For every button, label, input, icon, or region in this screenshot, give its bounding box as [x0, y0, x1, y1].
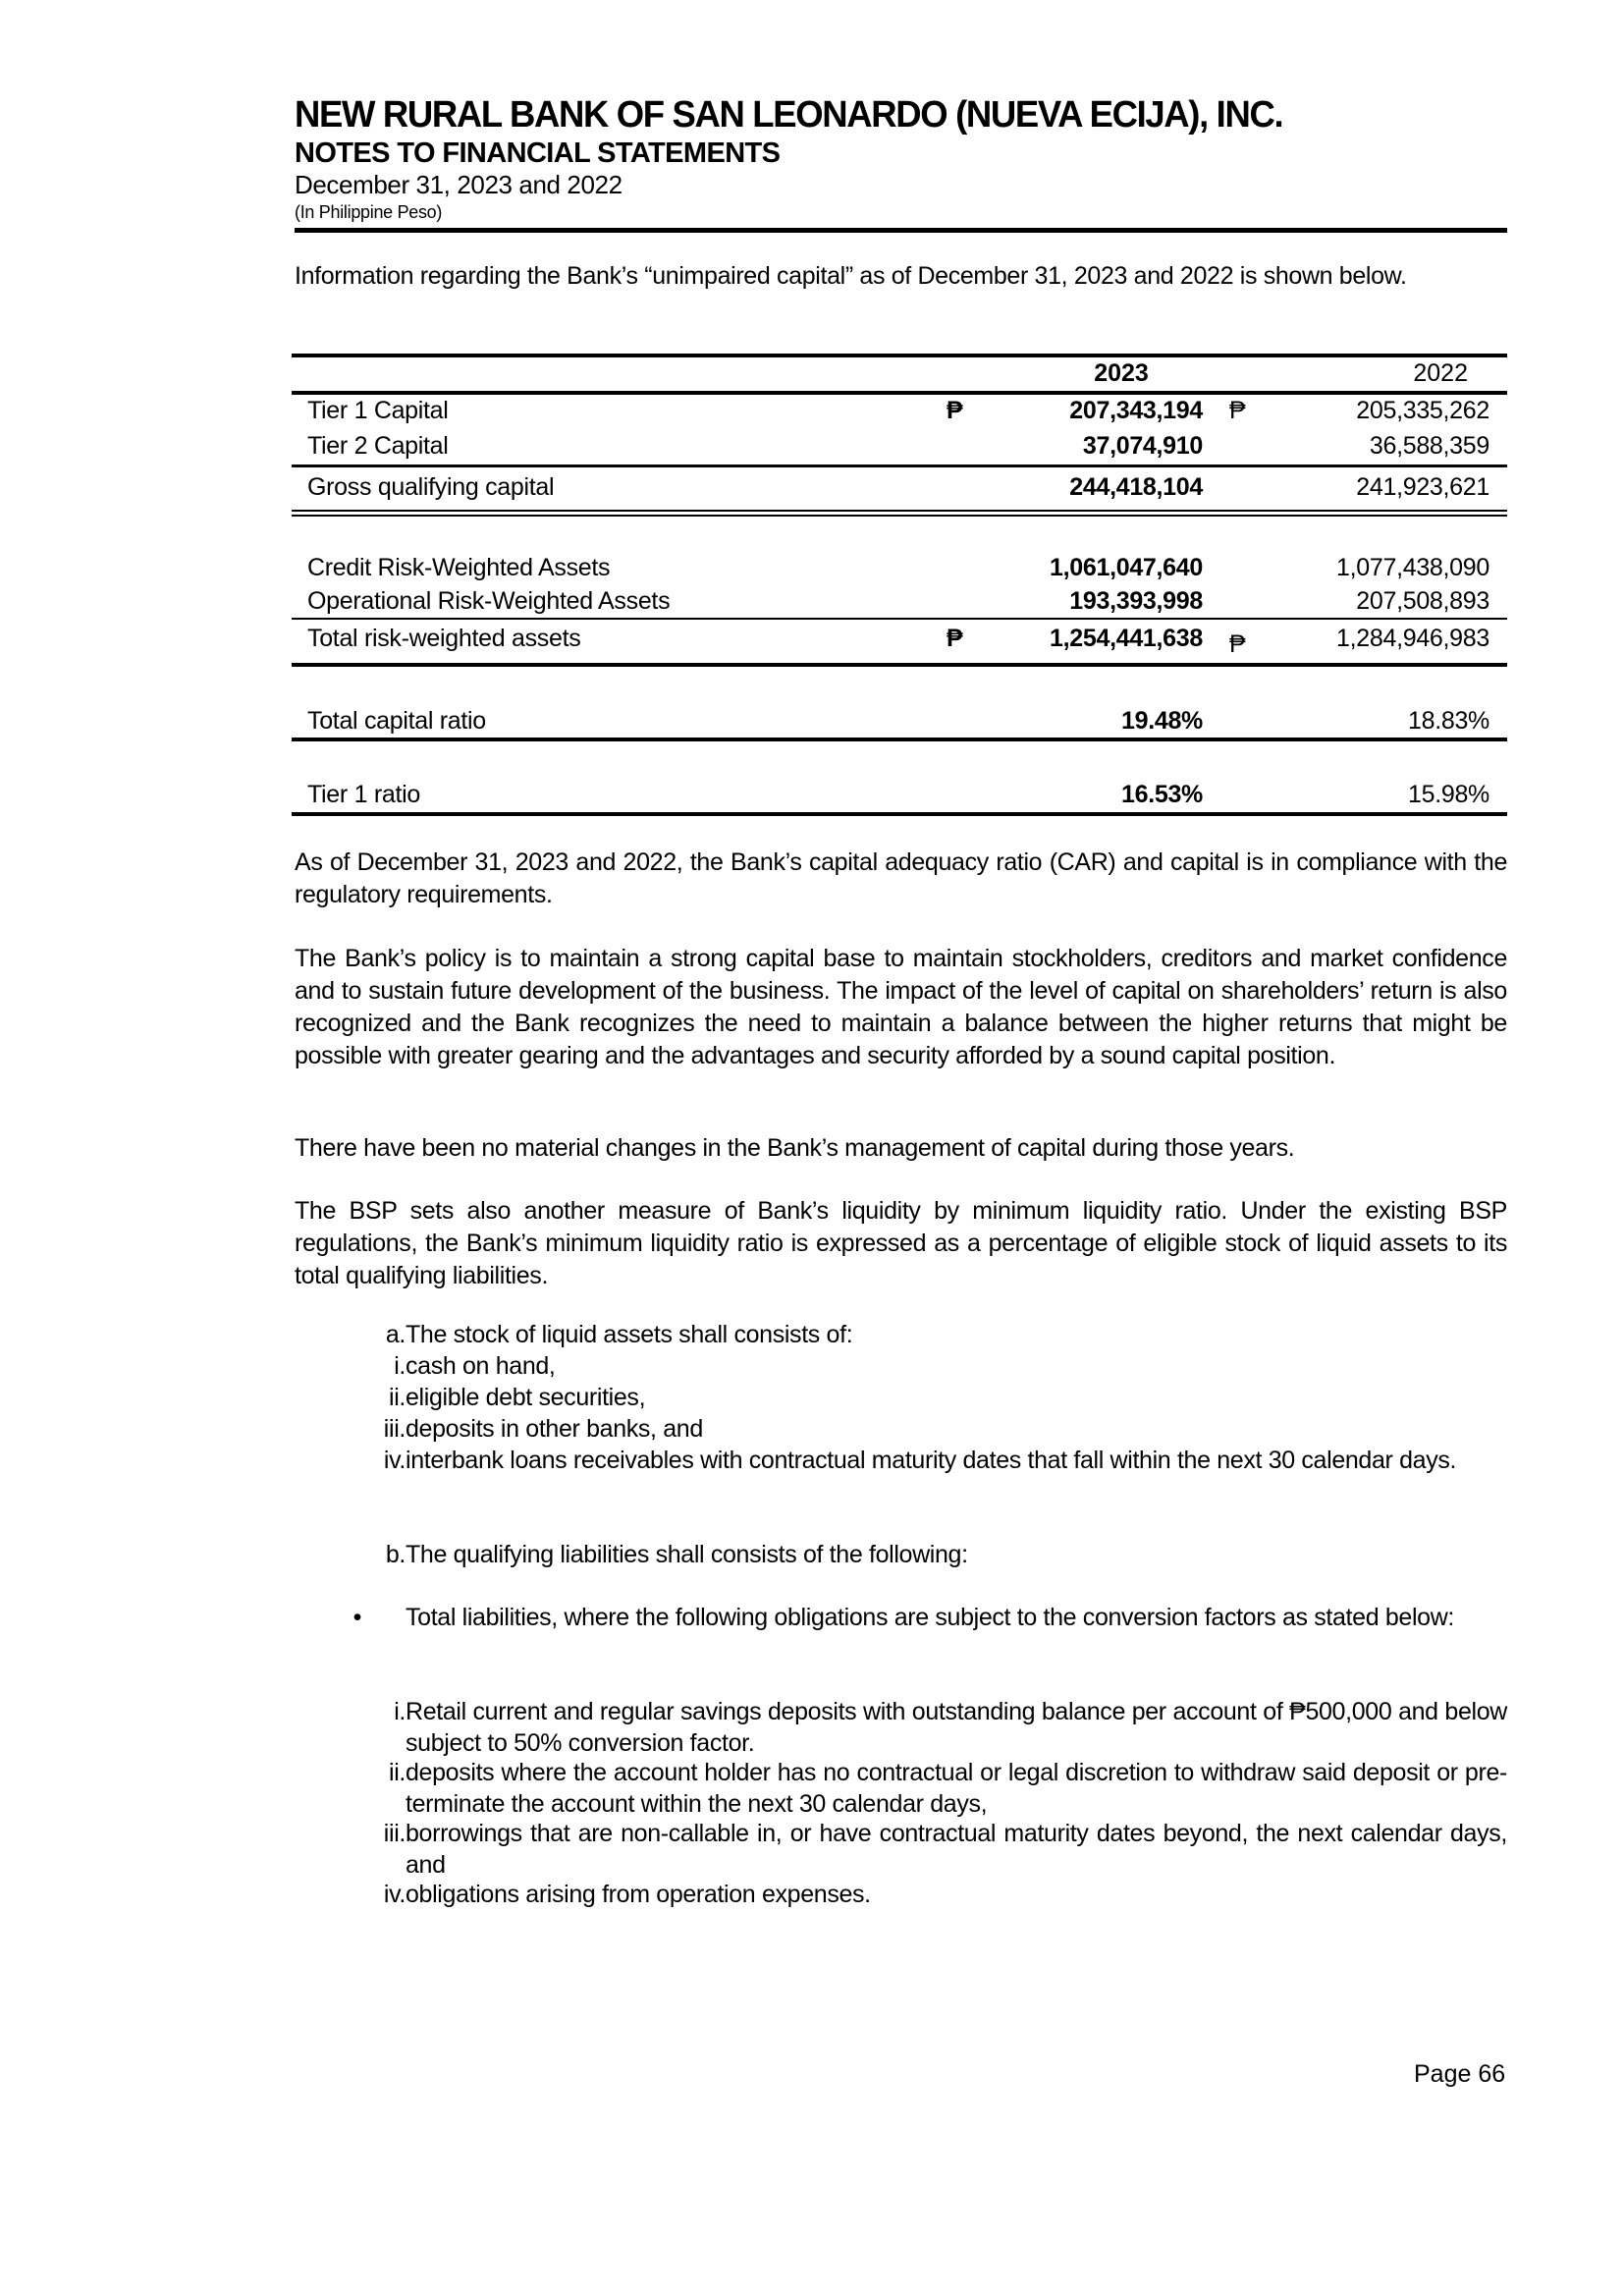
peso-sign: ₱ [947, 397, 963, 424]
list-text: Total liabilities, where the following obligations are subject to the conversion factors as stated below: [406, 1604, 1455, 1631]
list-marker: iv. [383, 1881, 406, 1908]
no-changes-paragraph: There have been no material changes in the Bank’s management of capital during those years. [295, 1134, 1295, 1162]
table-row [292, 397, 1507, 428]
peso-sign: ₱ [1229, 397, 1246, 424]
value-2023: 37,074,910 [1082, 432, 1203, 460]
list-marker: ii. [388, 1384, 406, 1411]
intro-paragraph: Information regarding the Bank’s “unimpaired capital” as of December 31, 2023 and 2022 is shown below. [295, 262, 1407, 290]
table-row [292, 432, 1507, 464]
list-marker: i. [394, 1352, 406, 1380]
table-row [292, 625, 1507, 656]
value-2022: 207,508,893 [1356, 587, 1489, 615]
row-label: Tier 1 ratio [307, 781, 420, 808]
header-divider [295, 228, 1507, 233]
bullet-icon: • [352, 1604, 361, 1631]
value-2022: 15.98% [1408, 781, 1489, 808]
column-header-2023: 2023 [1094, 359, 1149, 387]
row-label: Operational Risk-Weighted Assets [307, 587, 671, 615]
row-label: Total risk-weighted assets [307, 625, 581, 652]
value-2022: 241,923,621 [1356, 473, 1489, 501]
period: December 31, 2023 and 2022 [295, 170, 623, 199]
row-label: Total capital ratio [307, 707, 486, 735]
document-title: NOTES TO FINANCIAL STATEMENTS [295, 137, 781, 169]
value-2023: 244,418,104 [1069, 473, 1203, 501]
list-marker: ii. [388, 1759, 406, 1786]
value-2023: 207,343,194 [1069, 397, 1203, 424]
compliance-paragraph: As of December 31, 2023 and 2022, the Bank’s capital adequacy ratio (CAR) and capital is in compliance with the regulatory requirements. [295, 848, 1507, 908]
company-name: NEW RURAL BANK OF SAN LEONARDO (NUEVA ECIJA), INC. [295, 94, 1283, 136]
value-2023: 193,393,998 [1069, 587, 1203, 615]
list-text: interbank loans receivables with contractual maturity dates that fall within the next 30 calendar days. [406, 1447, 1457, 1474]
total-rule [292, 663, 1507, 667]
value-2023: 19.48% [1121, 707, 1203, 735]
value-2023: 1,061,047,640 [1050, 554, 1203, 581]
list-text: The qualifying liabilities shall consists of the following: [406, 1541, 968, 1568]
value-2022: 1,284,946,983 [1336, 625, 1489, 652]
value-2022: 18.83% [1408, 707, 1489, 735]
table-top-rule [292, 354, 1507, 357]
header-rule [292, 391, 1507, 395]
table-row [292, 707, 1507, 738]
list-text: The stock of liquid assets shall consists of: [406, 1321, 853, 1348]
list-marker: iii. [383, 1415, 406, 1443]
value-2022: 1,077,438,090 [1336, 554, 1489, 581]
row-label: Tier 2 Capital [307, 432, 449, 460]
table-row [292, 473, 1507, 505]
ratio-rule [292, 738, 1507, 741]
list-marker: b. [385, 1541, 406, 1568]
table-bottom-rule [292, 812, 1507, 816]
peso-sign: ₱ [1229, 630, 1246, 658]
list-text: obligations arising from operation expenses. [406, 1881, 871, 1908]
subtotal-rule [292, 464, 1507, 467]
liquidity-paragraph: The BSP sets also another measure of Bank’s liquidity by minimum liquidity ratio. Under the existing BSP regulations, the Bank’s minimum liquidity ratio is expressed as a percentage of eligible stock of liquid assets to its total qualifying liabilities. [295, 1197, 1507, 1289]
policy-paragraph: The Bank’s policy is to maintain a strong capital base to maintain stockholders, creditors and market confidence and to sustain future development of the business. The impact of the level of capital on shareholders’ return is also recognized and the Bank recognizes the need to maintain a balance between the higher returns that might be possible with greater gearing and the advantages and security afforded by a sound capital position. [295, 945, 1507, 1069]
value-2022: 205,335,262 [1356, 397, 1489, 424]
value-2023: 1,254,441,638 [1050, 625, 1203, 652]
list-text: deposits in other banks, and [406, 1415, 703, 1443]
list-text: cash on hand, [406, 1352, 556, 1380]
currency-note: (In Philippine Peso) [295, 202, 443, 222]
table-row [292, 781, 1507, 812]
row-label: Gross qualifying capital [307, 473, 555, 501]
table-row [292, 554, 1507, 585]
list-text: Retail current and regular savings deposits with outstanding balance per account of ₱500,000 and below subject to 50% conversion factor. [406, 1698, 1507, 1757]
list-text: borrowings that are non-callable in, or have contractual maturity dates beyond, the next calendar days, and [406, 1820, 1507, 1879]
row-label: Tier 1 Capital [307, 397, 449, 424]
value-2023: 16.53% [1121, 781, 1203, 808]
unimpaired-capital-table [292, 354, 1507, 820]
column-header-2022: 2022 [1413, 359, 1468, 387]
peso-sign: ₱ [947, 625, 963, 652]
list-marker: a. [385, 1321, 406, 1348]
double-rule-top [292, 510, 1507, 512]
page-number: Page 66 [1414, 2060, 1506, 2088]
subtotal-rule [292, 618, 1507, 620]
list-text: deposits where the account holder has no contractual or legal discretion to withdraw said deposit or pre-terminate the account within the next 30 calendar days, [406, 1759, 1507, 1818]
value-2022: 36,588,359 [1369, 432, 1489, 460]
table-row [292, 587, 1507, 619]
list-text: eligible debt securities, [406, 1384, 646, 1411]
double-rule-bottom [292, 515, 1507, 517]
list-marker: iv. [383, 1447, 406, 1474]
list-marker: iii. [383, 1820, 406, 1847]
list-marker: i. [394, 1698, 406, 1725]
row-label: Credit Risk-Weighted Assets [307, 554, 611, 581]
